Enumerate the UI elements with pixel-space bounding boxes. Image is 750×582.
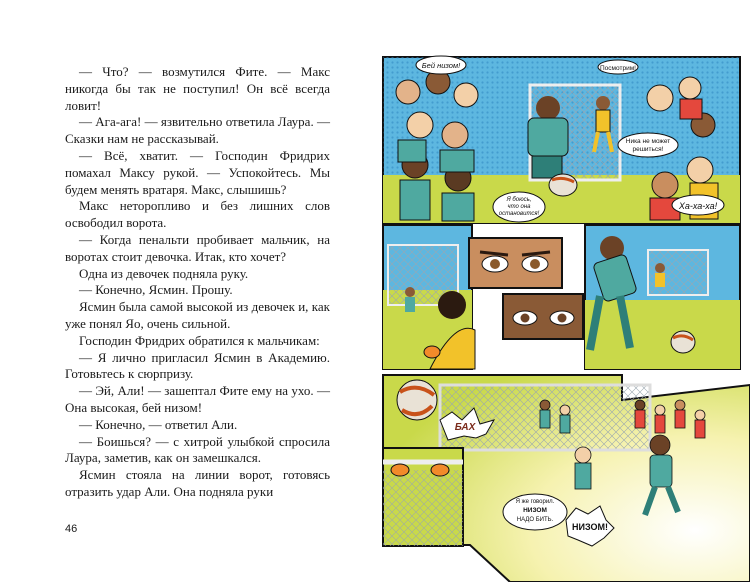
svg-text:Я боюсь,: Я боюсь, [506,197,532,203]
paragraph: — Боишься? — с хитрой улыбкой спросила Лаура, заметив, как он замешкался. [65,433,330,466]
panel-goalie-hands [383,448,463,546]
paragraph: — Конечно, — ответил Али. [79,416,238,432]
paragraph: — Я лично пригласил Ясмин в Академию. Готовьтесь к сюрпризу. [65,349,330,382]
panel-eyes-yasmin [503,294,583,339]
panel-eyes-ali [469,238,562,288]
paragraph: — Эй, Али! — зашептал Фите ему на ухо. — Она высокая, бей низом! [65,383,330,415]
paragraph: — Всё, хватит. — Господин Фридрих помахал Максу рукой. — Успокойтесь. Мы будем менять вратаря. Макс, слышишь? [65,147,330,197]
speech-bubble-nika [618,133,678,157]
svg-text:НИЗОМ!: НИЗОМ! [572,522,608,532]
page-number: 46 [65,523,78,535]
svg-text:БАХ: БАХ [454,422,476,433]
panel-kicker [585,225,740,369]
speech-bubble-told [503,494,567,530]
paragraph: — Что? — возмутился Фите. — Макс никогда бы так не поступил! Он всё всегда ловит! [65,64,330,113]
speech-bubble-haha [672,195,724,215]
svg-text:решиться!: решиться! [632,146,664,153]
svg-text:Ника не может: Ника не может [625,138,671,145]
svg-text:Ха-ха-ха!: Ха-ха-ха! [678,201,718,211]
paragraph: Макс неторопливо и без лишних слов освободил ворота. [65,198,330,231]
svg-text:НИЗОМ: НИЗОМ [523,507,547,514]
panel-kick-setup [383,56,740,223]
panel-goalie-yasmin [383,225,475,369]
svg-text:остановится!: остановится! [498,211,540,217]
paragraph: — Когда пенальти пробивает мальчик, на воротах стоит девочка. Итак, кто хочет? [65,231,330,264]
svg-text:Посмотрим!: Посмотрим! [600,65,636,72]
svg-text:Бей низом!: Бей низом! [421,61,461,70]
paragraph: — Конечно, Ясмин. Прошу. [79,282,233,298]
svg-text:НАДО БИТЬ.: НАДО БИТЬ. [516,517,554,523]
paragraph: Господин Фридрих обратился к мальчикам: [79,332,320,348]
paragraph: Одна из девочек подняла руку. [79,265,249,281]
speech-bubble-low [416,56,466,74]
speech-bubble-watch [598,60,638,74]
paragraph: — Ага-ага! — язвительно ответила Лаура. — Сказки нам не рассказывай. [65,114,330,147]
svg-text:что она: что она [507,204,531,210]
svg-text:Я же говорил.: Я же говорил. [515,499,555,505]
speech-bubble-afraid [493,192,545,222]
paragraph: Ясмин была самой высокой из девочек и, как уже понял Яо, очень сильной. [65,299,330,331]
paragraph: Ясмин стояла на линии ворот, готовясь отразить удар Али. Она подняла руки [65,467,330,499]
